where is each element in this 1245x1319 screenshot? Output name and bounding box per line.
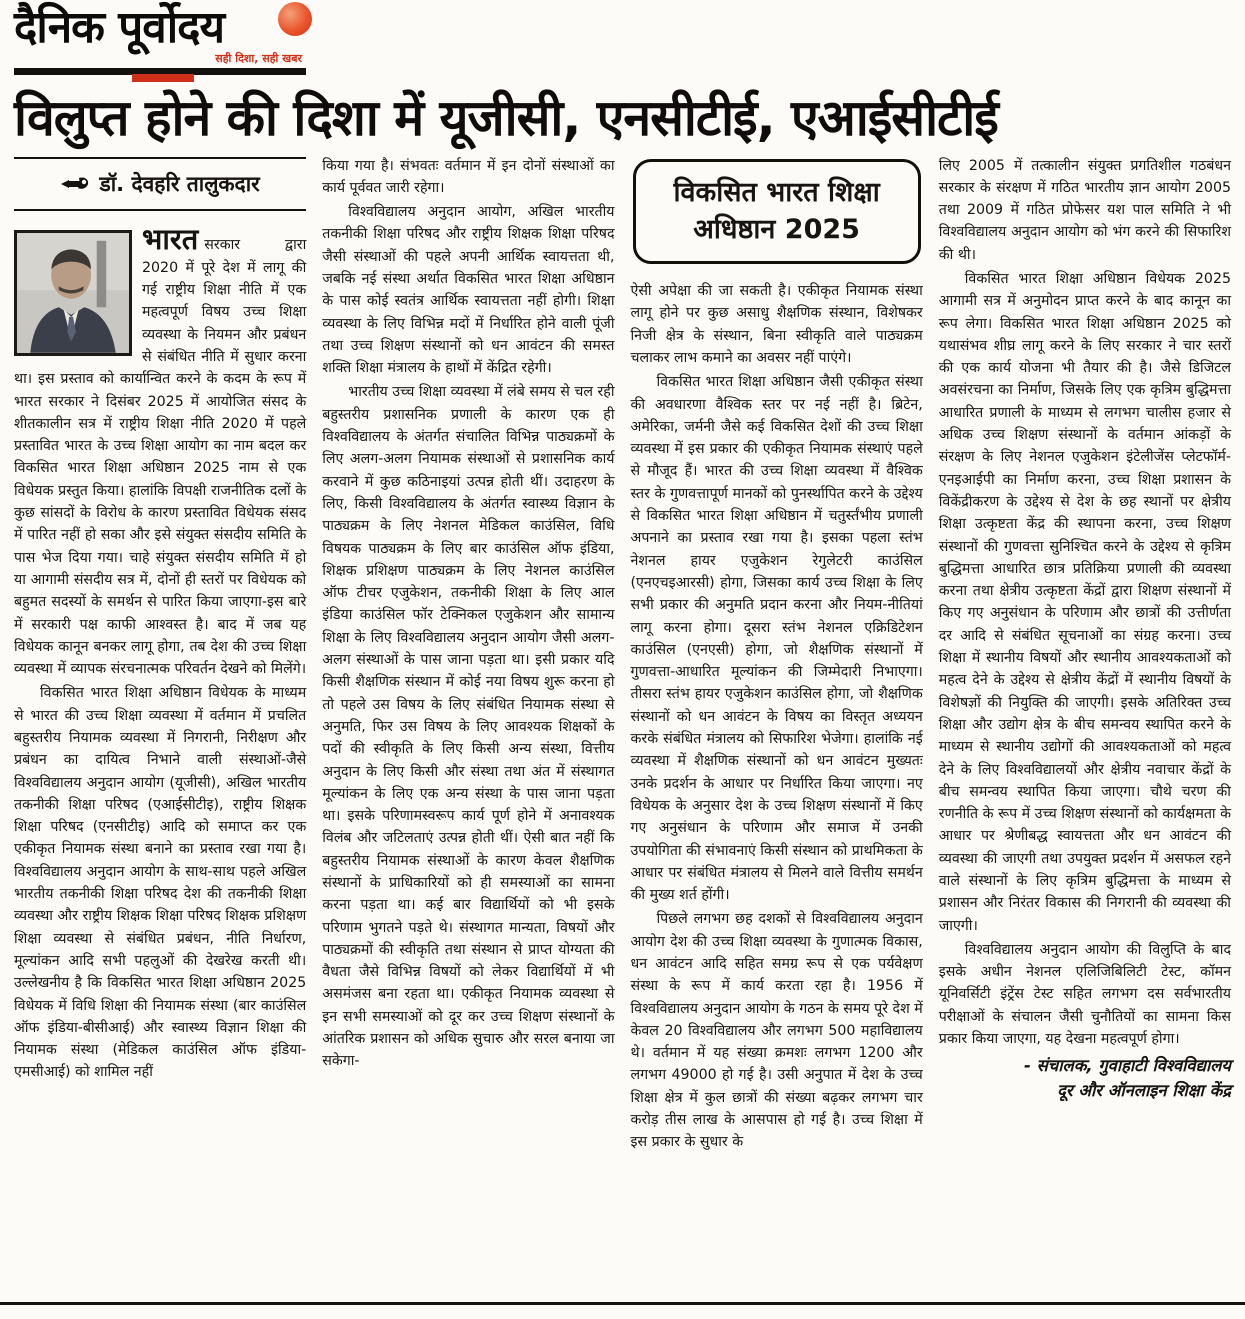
article-paragraph: पिछले लगभग छह दशकों से विश्वविद्यालय अनुदान आयोग देश की उच्च शिक्षा व्यवस्था के गुणात्मक विकास, धन आवंटन आदि सहित समग्र रूप से एक पर्यवेक्षण संस्था के रूप में कार्य करता रहा है। 1956 में विश्वविद्यालय अनुदान आयोग के गठन के समय पूरे देश में केवल 20 विश्वविद्यालय और लगभग 500 महाविद्यालय थे। वर्तमान में यह संख्या क्रमशः लगभग 1200 और लगभग 49000 हो गई है। उसी अनुपात में देश के उच्च शिक्षा क्षेत्र में कुल छात्रों की संख्या बढ़कर लगभग चार करोड़ तीस लाख के आसपास हो गई है। उच्च शिक्षा में इस प्रकार के सुधार के <box>630 911 923 1151</box>
highlight-box: विकसित भारत शिक्षा अधिष्ठान 2025 <box>633 159 921 265</box>
article-paragraph: विकसित भारत शिक्षा अधिष्ठान विधेयक 2025 आगामी सत्र में अनुमोदन प्राप्त करने के बाद कानून का रूप लेगा। विकसित भारत शिक्षा अधिष्ठान 2025 को यथासंभव शीघ्र लागू करने के लिए सरकार ने चार स्तरों की एक कार्य योजना भी तैयार की है। जैसे डिजिटल अवसंरचना का निर्माण, जिसके लिए एक कृत्रिम बुद्धिमत्ता आधारित प्रणाली के माध्यम से लगभग चालीस हजार से अधिक उच्च शिक्षण संस्थानों के वर्तमान आंकड़ों के संरक्षण के लिए नेशनल एजुकेशन इंटेलीजेंस प्लेटफॉर्म-एनइआईपी का निर्माण करना, उच्च शिक्षा प्रशासन के विकेंद्रीकरण के उद्देश्य से देश के छह स्थानों पर क्षेत्रीय शिक्षा उत्कृष्टता केंद्र की स्थापना करना, उच्च शिक्षण संस्थानों की गुणवत्ता सुनिश्चित करने के उद्देश्य से कृत्रिम बुद्धिमत्ता आधारित छात्र प्रतिक्रिया प्रणाली की व्यवस्था करना तथा क्षेत्रीय उत्कृष्टता केंद्रों द्वारा शिक्षण संस्थानों में किए गए अनुसंधान के परिणाम और छात्रों की उत्तीर्णता दर आदि से संबंधित सूचनाओं का संग्रह करना। उच्च शिक्षा में स्थानीय विषयों और स्थानीय आवश्यकताओं को महत्व देने के उद्देश्य से क्षेत्रीय केंद्रों में स्थानीय विषयों के विशेषज्ञों की नियुक्ति की जाएगी। इसके अतिरिक्त उच्च शिक्षा और उद्योग क्षेत्र के बीच समन्वय स्थापित करने के माध्यम से स्थानीय उद्योगों की आवश्यकताओं को महत्व देने के लिए विश्वविद्यालयों और क्षेत्रीय नवाचार केंद्रों के बीच समन्वय स्थापित किया जाएगा। चौथे चरण की रणनीति के रूप में उच्च शिक्षण संस्थानों को कार्यक्षमता के आधार पर श्रेणीबद्ध स्वायत्तता और धन आवंटन की व्यवस्था की जाएगी तथा उपयुक्त प्रदर्शन में असफल रहने वाले संस्थानों के लिए कृत्रिम बुद्धिमत्ता के माध्यम से प्रशासन और निरंतर विकास की निगरानी की व्यवस्था की जाएगी। <box>938 270 1231 934</box>
article-column-1 <box>14 155 306 1296</box>
article-paragraph: विकसित भारत शिक्षा अधिष्ठान विधेयक के माध्यम से भारत की उच्च शिक्षा व्यवस्था में वर्तमान में प्रचलित बहुस्तरीय नियामक व्यवस्था में निगरानी, निरीक्षण और प्रबंधन का दायित्व निभाने वाली संस्थाओं-जैसे विश्वविद्यालय अनुदान आयोग (यूजीसी), अखिल भारतीय तकनीकी शिक्षा परिषद (एआईसीटीइ), राष्ट्रीय शिक्षक शिक्षा परिषद (एनसीटीइ) आदि को समाप्त कर एक एकीकृत नियामक संस्था बनाने का प्रस्ताव रखा गया है। विश्वविद्यालय अनुदान आयोग के साथ-साथ पहले अखिल भारतीय तकनीकी शिक्षा परिषद देश की तकनीकी शिक्षा व्यवस्था और राष्ट्रीय शिक्षक शिक्षा परिषद शिक्षक प्रशिक्षण शिक्षा व्यवस्था से संबंधित प्रबंधन, नीति निर्धारण, मूल्यांकन आदि सभी पहलुओं की देखरेख करती थी। उल्लेखनीय है कि विकसित भारत शिक्षा अधिष्ठान 2025 विधेयक में विधि शिक्षा की नियामक संस्था (बार काउंसिल ऑफ इंडिया-बीसीआई) और स्वास्थ्य विज्ञान शिक्षा की नियामक संस्था (मेडिकल काउंसिल ऑफ इंडिया-एमसीआई) को शामिल नहीं <box>14 685 307 1081</box>
article-paragraph: भारतीय उच्च शिक्षा व्यवस्था में लंबे समय से चल रही बहुस्तरीय प्रशासनिक प्रणाली के कारण एक ही विश्वविद्यालय के अंतर्गत संचालित विभिन्न पाठ्यक्रमों के लिए अलग-अलग नियामक संस्थाओं से प्रशासनिक कार्य करवाने में कुछ कठिनाइयां उत्पन्न होती थीं। उदाहरण के लिए, किसी विश्वविद्यालय के अंतर्गत स्वास्थ्य विज्ञान के पाठ्यक्रम के लिए नेशनल मेडिकल काउंसिल, विधि विषयक पाठ्यक्रम के लिए बार काउंसिल ऑफ इंडिया, शिक्षक प्रशिक्षण पाठ्यक्रम के लिए नेशनल काउंसिल ऑफ टीचर एजुकेशन, तकनीकी शिक्षा के लिए आल इंडिया काउंसिल फॉर टेक्निकल एजुकेशन और सामान्य शिक्षा के लिए विश्वविद्यालय अनुदान आयोग जैसी अलग-अलग संस्थाओं के पास जाना पड़ता था। इसी प्रकार यदि किसी शैक्षणिक संस्थान में कोई नया विषय शुरू करना हो तो पहले उस विषय के लिए संबंधित नियामक संस्था से अनुमति, फिर उस विषय के लिए आवश्यक शिक्षकों के पदों की स्वीकृति के लिए किसी अन्य संस्था, वित्तीय अनुदान के लिए किसी और संस्था तथा अंत में संस्थागत मूल्यांकन के लिए एक अन्य संस्था के पास जाना पड़ता था। इसके परिणामस्वरूप कार्य पूर्ण होने में अनावश्यक विलंब और जटिलताएं उत्पन्न होती थीं। ऐसी बात नहीं कि बहुस्तरीय नियामक संस्थाओं के कारण केवल शैक्षणिक संस्थानों के प्राधिकारियों को ही समस्याओं का सामना करना पड़ता था। कई बार विद्यार्थियों को भी इसके परिणाम भुगतने पड़ते थे। संस्थागत मान्यता, विषयों और पाठ्यक्रमों की स्वीकृति तथा संस्थान से प्राप्त योग्यता की वैधता जैसे विभिन्न विषयों को लेकर विद्यार्थियों में भी असमंजस बना रहता था। एकीकृत नियामक व्यवस्था से इन सभी समस्याओं को दूर कर उच्च शिक्षण संस्थानों के आंतरिक प्रशासन को अधिक सुचारु और सरल बनाया जा सकेगा- <box>322 384 615 1070</box>
article-paragraph: ऐसी अपेक्षा की जा सकती है। एकीकृत नियामक संस्था लागू होने पर कुछ असाधु शैक्षणिक संस्थान, विशेषकर निजी क्षेत्र के संस्थान, बिना स्वीकृति वाले पाठ्यक्रम चलाकर लाभ कमाने का अवसर नहीं पाएंगे। <box>630 283 923 366</box>
article-paragraph: लिए 2005 में तत्कालीन संयुक्त प्रगतिशील गठबंधन सरकार के संरक्षण में गठित भारतीय ज्ञान आयोग 2005 तथा 2009 में गठित प्रोफेसर यश पाल समिति ने भी विश्वविद्यालय अनुदान आयोग को भंग करने की सिफारिश की थी। <box>938 157 1231 263</box>
author-photo <box>14 230 132 356</box>
lead-word: भारत <box>142 222 199 257</box>
byline-author: डॉ. देवहरि तालुकदार <box>99 171 260 196</box>
writing-hand-icon <box>61 174 91 194</box>
masthead-red-badge <box>132 74 194 82</box>
paragraph-text: सरकार द्वारा 2020 में पूरे देश में लागू की गई राष्ट्रीय शिक्षा नीति में एक महत्वपूर्ण विषय उच्च शिक्षा व्यवस्था के नियमन और प्रबंधन से संबंधित नीति में सुधार करना था। इस प्रस्ताव को कार्यान्वित करने के कदम के रूप में भारत सरकार ने दिसंबर 2025 में आयोजित संसद के शीतकालीन सत्र में राष्ट्रीय शिक्षा नीति 2020 में पहले प्रस्तावित भारत के उच्च शिक्षा आयोग का नाम बदल कर विकसित भारत शिक्षा अधिष्ठान 2025 नाम से एक विधेयक प्रस्तुत किया। हालांकि विपक्षी राजनीतिक दलों के कुछ सांसदों के विरोध के कारण प्रस्तावित विधेयक संसद में पारित नहीं हो सका और इसे संयुक्त संसदीय समिति के पास भेज दिया गया। चाहे संयुक्त संसदीय समिति में हो या आगामी संसदीय सत्र में, दोनों ही स्तरों पर विधेयक को बहुमत सदस्यों के समर्थन से पारित किया जाएगा-इस बारे में सरकारी पक्ष काफी आश्वस्त है। बाद में जब यह विधेयक कानून बनकर लागू होगा, तब देश की उच्च शिक्षा व्यवस्था में व्यापक संरचनात्मक परिवर्तन देखने को मिलेंगे। <box>14 237 307 678</box>
article-paragraph: विश्वविद्यालय अनुदान आयोग, अखिल भारतीय तकनीकी शिक्षा परिषद और राष्ट्रीय शिक्षक शिक्षा परिषद जैसी संस्थाओं की पहले अपनी आर्थिक स्वायत्तता थी, जबकि नई संस्था अर्थात विकसित भारत शिक्षा अधिष्ठान के पास कोई स्वतंत्र आर्थिक स्वायत्तता नहीं होगी। शिक्षा व्यवस्था के लिए विभिन्न मदों में निर्धारित होने वाली पूंजी तथा उच्च शिक्षण संस्थानों को धन आवंटन की समस्त शक्ति शिक्षा मंत्रालय के हाथों में केंद्रित रहेगी। <box>322 204 615 377</box>
article-column-2 <box>322 155 614 1296</box>
article-column-4 <box>939 155 1231 1296</box>
article-paragraph: विकसित भारत शिक्षा अधिष्ठान जैसी एकीकृत संस्था की अवधारणा वैश्विक स्तर पर नई नहीं है। ब्रिटेन, अमेरिका, जर्मनी जैसे कई विकसित देशों की उच्च शिक्षा व्यवस्था में इस प्रकार की एकीकृत नियामक संस्थाएं पहले से मौजूद हैं। भारत की उच्च शिक्षा व्यवस्था में वैश्विक स्तर के गुणवत्तापूर्ण मानकों को पुनर्स्थापित करने के उद्देश्य से विकसित भारत शिक्षा अधिष्ठान में चतुर्स्तंभीय प्रणाली अपनाने का प्रस्ताव रखा गया है। इसका पहला स्तंभ नेशनल हायर एजुकेशन रेगुलेटरी काउंसिल (एनएचइआरसी) होगा, जिसका कार्य उच्च शिक्षा के लिए सभी प्रकार की अनुमति प्रदान करना और नियम-नीतियां लागू करना होगा। दूसरा स्तंभ नेशनल एक्रिडिटेशन काउंसिल (एनएसी) होगा, जो शैक्षणिक संस्थानों में गुणवत्ता-आधारित मूल्यांकन की जिम्मेदारी निभाएगा। तीसरा स्तंभ हायर एजुकेशन काउंसिल होगा, जो शैक्षणिक संस्थानों को धन आवंटन के विषय का विस्तृत अध्ययन करके संबंधित मंत्रालय को सिफारिश भेजेगा। हालांकि नई व्यवस्था में शैक्षणिक संस्थानों को धन आवंटन मुख्यतः उनके प्रदर्शन के आधार पर निर्धारित किया जाएगा। नए विधेयक के अनुसार देश के उच्च शिक्षण संस्थानों में किए गए अनुसंधान के परिणाम और समाज में उनकी उपयोगिता की संभावनाएं किसी संस्थान को प्राथमिकता के आधार पर संबंधित मंत्रालय से मिलने वाले वित्तीय समर्थन की मुख्य शर्त होंगी। <box>630 374 923 904</box>
article-paragraph: विश्वविद्यालय अनुदान आयोग की विलुप्ति के बाद इसके अधीन नेशनल एलिजिबिलिटी टेस्ट, कॉमन यूनिवर्सिटी इंट्रेंस टेस्ट सहित लगभग दस सर्वभारतीय परीक्षाओं के संचालन जैसी चुनौतियों का सामना किस प्रकार किया जाएगा, यह देखना महत्वपूर्ण होगा। <box>938 941 1231 1048</box>
article-paragraph: किया गया है। संभवतः वर्तमान में इन दोनों संस्थाओं का कार्य पूर्ववत जारी रहेगा। <box>322 157 615 196</box>
masthead <box>0 0 1245 88</box>
newspaper-title: दैनिक पूर्वोदय <box>14 2 225 53</box>
article-columns <box>0 155 1245 1305</box>
article-headline: विलुप्त होने की दिशा में यूजीसी, एनसीटीई, एआईसीटीई <box>14 89 998 147</box>
byline <box>14 157 306 212</box>
article-column-3 <box>631 155 923 1296</box>
attribution-line-1: - संचालक, गुवाहाटी विश्वविद्यालय <box>1024 1056 1231 1076</box>
newspaper-tagline: सही दिशा, सही खबर <box>215 52 302 65</box>
newspaper-logo <box>14 2 306 75</box>
author-attribution <box>939 1054 1231 1104</box>
attribution-line-2: दूर और ऑनलाइन शिक्षा केंद्र <box>1057 1081 1231 1101</box>
masthead-rule <box>14 68 306 75</box>
